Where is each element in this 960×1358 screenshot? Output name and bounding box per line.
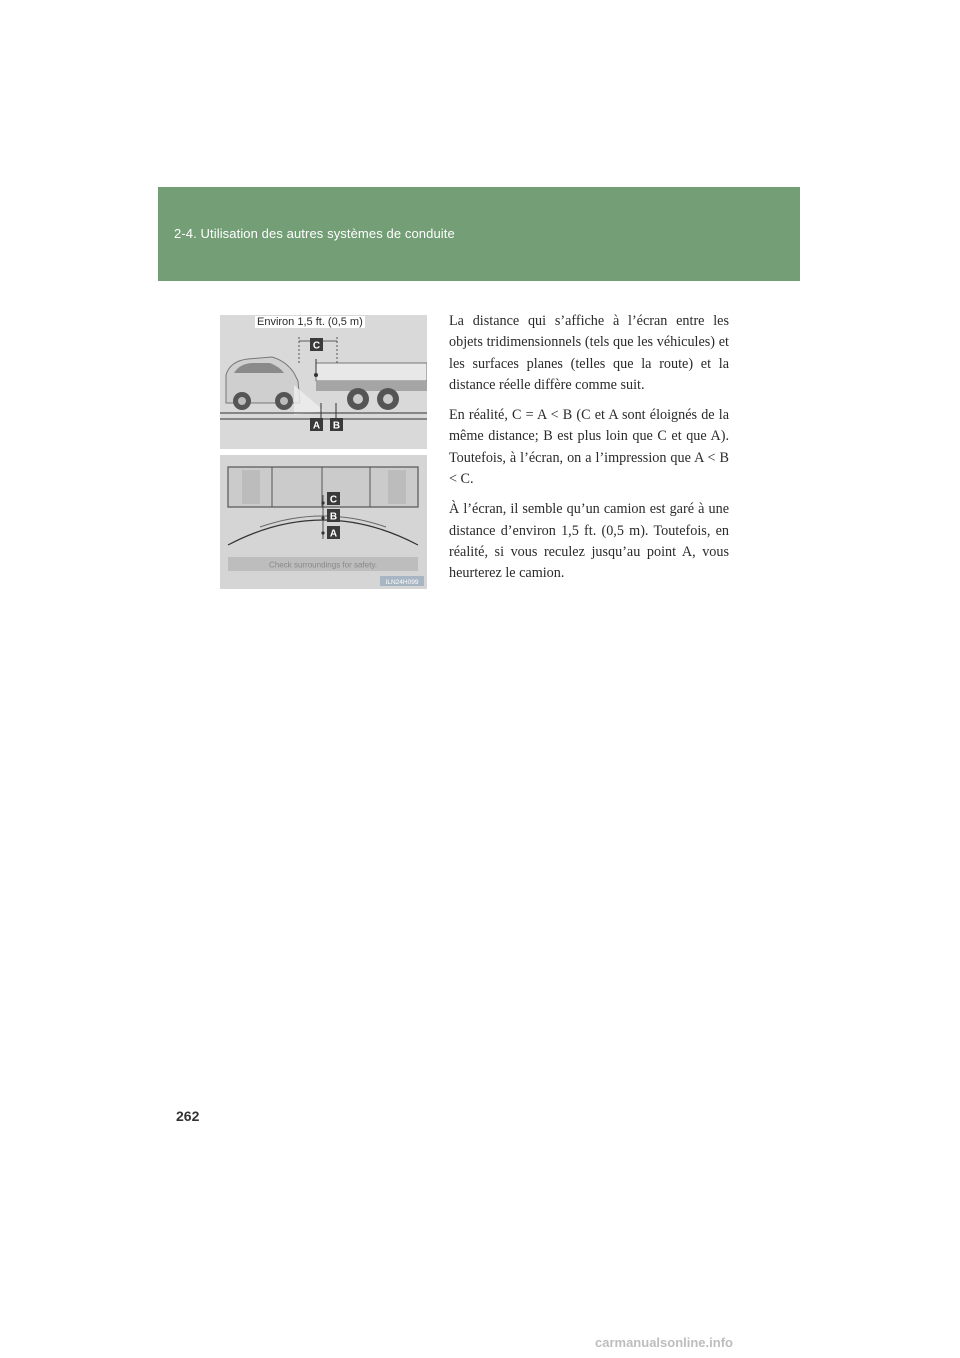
label-c-top: C xyxy=(312,340,321,352)
label-b-bottom: B xyxy=(329,511,338,523)
image-code: ILN24H099 xyxy=(385,579,419,586)
paragraph-3: À l’écran, il semble qu’un camion est garé à une distance d’environ 1,5 ft. (0,5 m). Toutefois, en réalité, si vous reculez jusqu’au point A, vous heurterez le camion. xyxy=(449,501,729,582)
figure-caption: Environ 1,5 ft. (0,5 m) xyxy=(257,316,363,328)
body-text xyxy=(449,311,729,594)
page-number: 262 xyxy=(176,1108,200,1124)
label-b-top: B xyxy=(332,420,341,432)
label-a-top: A xyxy=(312,420,321,432)
paragraph-2: En réalité, C = A < B (C et A sont éloignés de la même distance; B est plus loin que C et que A). Toutefois, à l’écran, on a l’impression que A < B < C. xyxy=(449,407,729,488)
screen-warning-text: Check surroundings for safety. xyxy=(269,560,377,570)
footer-watermark-link[interactable]: carmanualsonline.info xyxy=(595,1335,733,1350)
section-title: 2-4. Utilisation des autres systèmes de conduite xyxy=(174,226,455,241)
figure-illustration xyxy=(220,315,427,589)
paragraph-1: La distance qui s’affiche à l’écran entre les objets tridimensionnels (tels que les véhicules) et les surfaces planes (telles que la route) et la distance réelle diffère comme suit. xyxy=(449,313,729,393)
label-a-bottom: A xyxy=(329,528,338,540)
figure-camera-distance xyxy=(220,315,427,589)
label-c-bottom: C xyxy=(329,494,338,506)
